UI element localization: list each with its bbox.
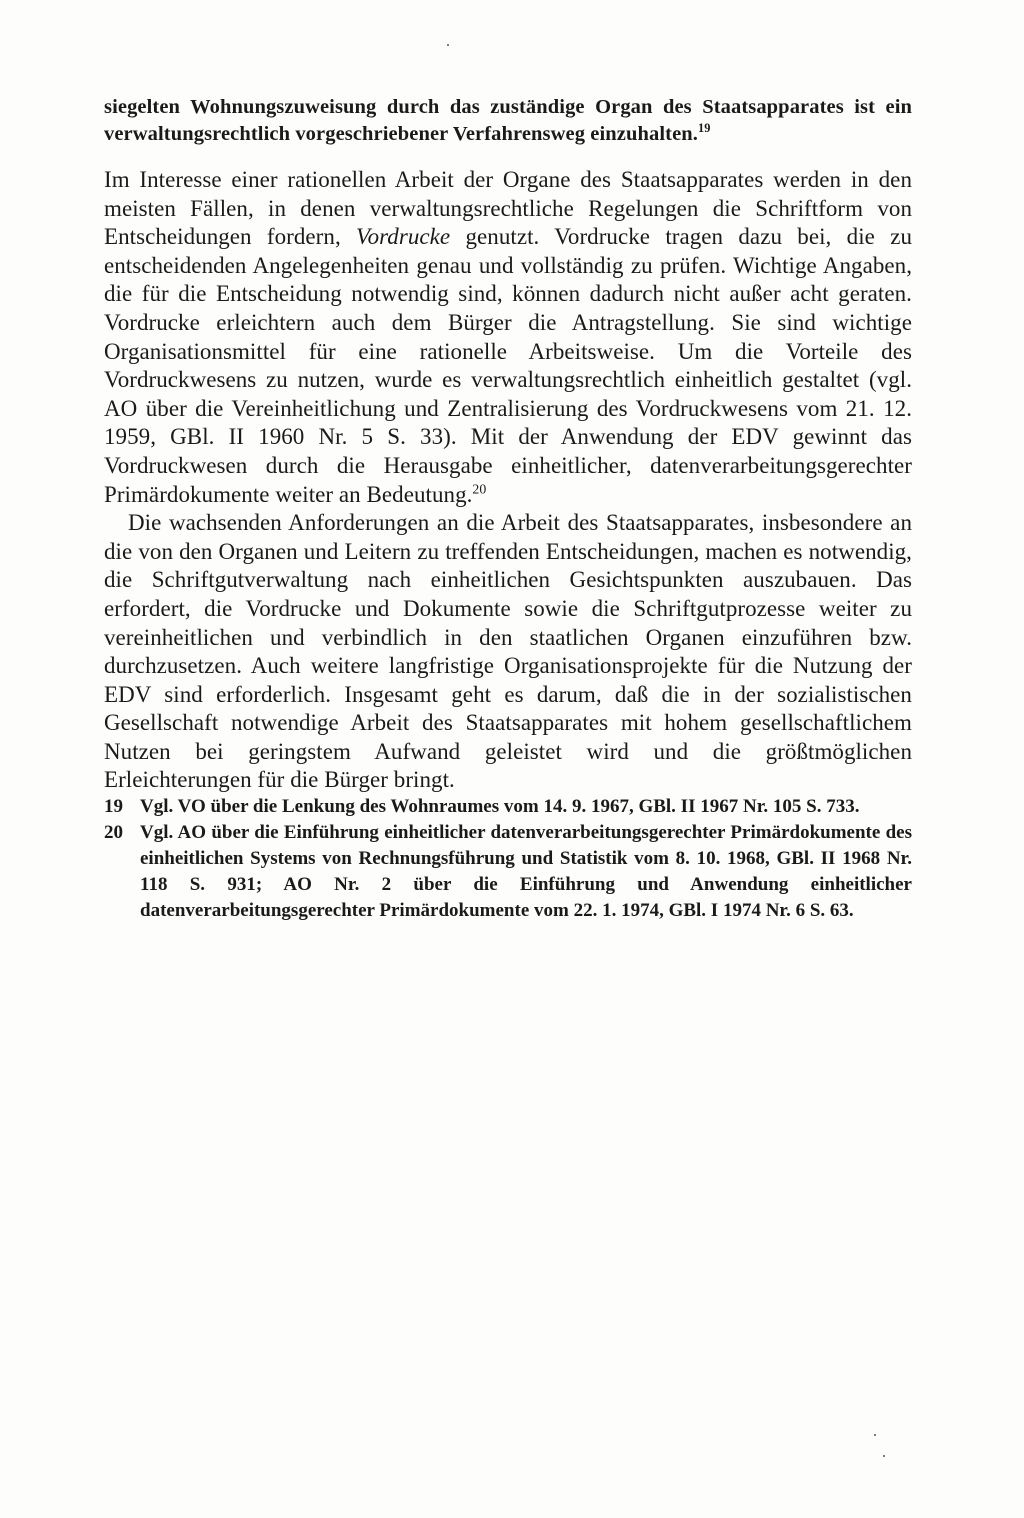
scan-speck xyxy=(874,1434,876,1436)
paragraph-schriftgutverwaltung xyxy=(104,509,912,795)
paragraph-text: genutzt. Vordrucke tragen dazu bei, die zu entscheidenden Angelegenheiten genau und vollständig zu prüfen. Wichtige Angaben, die für die Entscheidung notwendig sind, können dadurch nicht außer acht geraten. Vordrucke erleichtern auch dem Bürger die Antragstellung. Sie sind wichtige Organisationsmittel für eine rationelle Arbeitsweise. Um die Vorteile des Vordruckwesens zu nutzen, wurde es verwaltungsrechtlich einheitlich gestaltet (vgl. AO über die Vereinheitlichung und Zentralisierung des Vordruckwesens vom 21. 12. 1959, GBl. II 1960 Nr. 5 S. 33). Mit der Anwendung der EDV gewinnt das Vordruckwesen durch die Herausgabe einheitlicher, datenverarbeitungsgerechter Primärdokumente weiter an Bedeutung. xyxy=(104,224,912,507)
footnote-19 xyxy=(104,794,912,820)
footnote-text: Vgl. AO über die Einführung einheitlicher datenverarbeitungsgerechter Primärdokumente des einheitlichen Systems von Rechnungsführung und Statistik vom 8. 10. 1968, GBl. II 1968 Nr. 118 S. 931; AO Nr. 2 über die Einführung und Anwendung einheitlicher datenverarbeitungsgerechter Primärdokumente vom 22. 1. 1974, GBl. I 1974 Nr. 6 S. 63. xyxy=(140,822,912,921)
paragraph-vordrucke xyxy=(104,166,912,509)
paragraph-text: Im Interesse einer rationellen Arbeit der Organe des Staatsapparates werden in den meisten Fällen, in denen verwaltungsrechtliche Regelungen die Schriftform von Entscheidungen fordern, xyxy=(104,167,912,250)
footnotes-section xyxy=(104,794,912,924)
paragraph-text: Die wachsenden Anforderungen an die Arbeit des Staatsapparates, insbesondere an die von den Organen und Leitern zu treffenden Entscheidungen, machen es notwendig, die Schriftgutverwaltung nach einheitlichen Gesichtspunkten auszubauen. Das erfordert, die Vordrucke und Dokumente sowie die Schriftgutprozesse weiter zu vereinheitlichen und verbindlich in den staatlichen Organen einzuführen bzw. durchzusetzen. Auch weitere langfristige Organisationsprojekte für die Nutzung der EDV sind erforderlich. Insgesamt geht es darum, daß die in der sozialistischen Gesellschaft notwendige Arbeit des Staatsapparates mit hohem gesellschaftlichem Nutzen bei geringstem Aufwand geleistet wird und die größtmöglichen Erleichterungen für die Bürger bringt. xyxy=(104,510,912,793)
footnote-20 xyxy=(104,820,912,924)
main-text xyxy=(104,166,912,795)
footnote-ref-20[interactable]: 20 xyxy=(472,480,487,496)
carry-over-paragraph xyxy=(104,94,912,148)
carry-over-text: siegelten Wohnungszuweisung durch das zuständige Organ des Staatsapparates ist ein verwaltungsrechtlich vorgeschriebener Verfahrensweg einzuhalten. xyxy=(104,96,912,145)
scan-speck xyxy=(883,1455,885,1457)
footnote-number: 20 xyxy=(104,822,123,843)
footnote-text: Vgl. VO über die Lenkung des Wohnraumes vom 14. 9. 1967, GBl. II 1967 Nr. 105 S. 733. xyxy=(140,796,860,817)
scan-speck xyxy=(447,44,449,46)
footnote-number: 19 xyxy=(104,796,123,817)
footnote-ref-19[interactable]: 19 xyxy=(698,121,711,136)
emphasis-vordrucke: Vordrucke xyxy=(356,224,451,250)
